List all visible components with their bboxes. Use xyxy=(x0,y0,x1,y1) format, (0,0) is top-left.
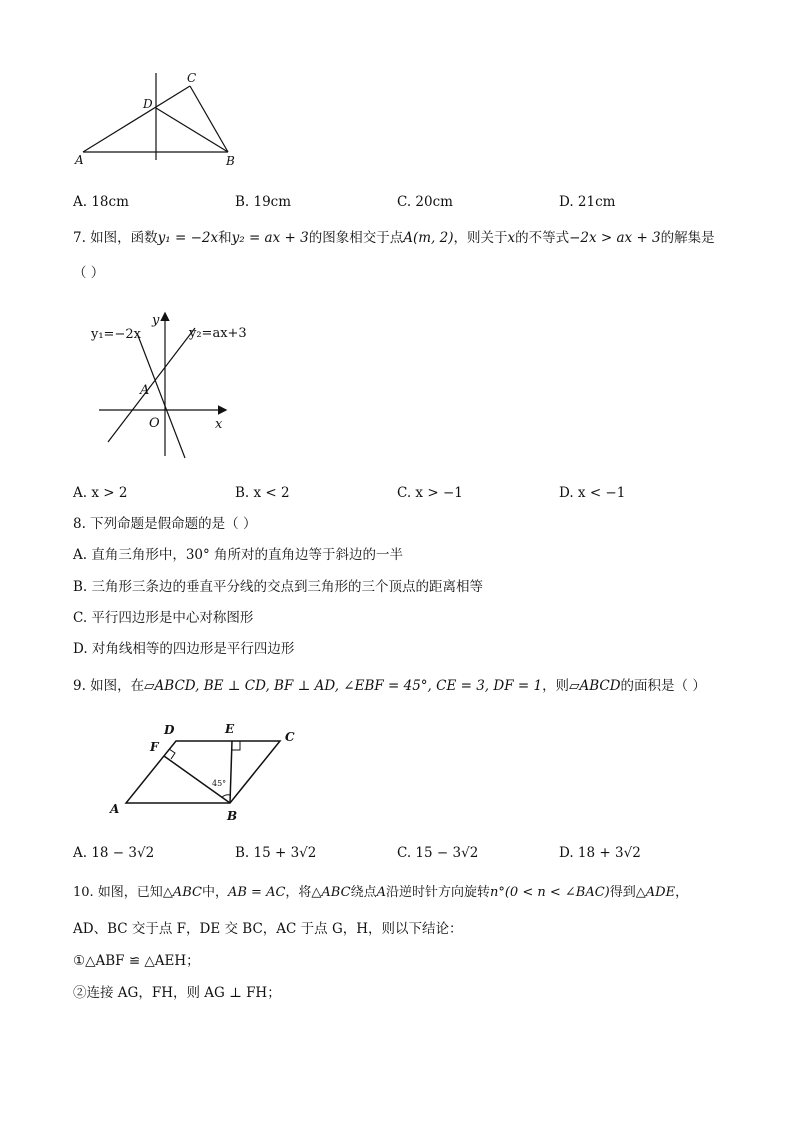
q7-function-2: y₂ = ax + 3 xyxy=(231,230,309,246)
q7-text: 7. 如图，函数 xyxy=(73,230,158,246)
q7-text: ，则关于 xyxy=(453,230,508,246)
q10-equation: AB = AC xyxy=(227,885,286,900)
q9-option-b[interactable]: B. 15 + 3√2 xyxy=(235,845,317,861)
q10-triangle: △ABC xyxy=(162,885,202,900)
q9-parallelogram: ▱ABCD xyxy=(569,678,621,694)
right-angle-e xyxy=(232,741,240,750)
q10-text: ， xyxy=(675,885,689,900)
q10-triangle: △ABC xyxy=(311,885,351,900)
q7-text: 的解集是 xyxy=(660,230,715,246)
q9-text: ，则 xyxy=(542,678,570,694)
q10-text: ，将 xyxy=(285,885,312,900)
label-a: A xyxy=(110,802,120,816)
q6-option-d[interactable]: D. 21cm xyxy=(559,194,616,210)
angle-mark xyxy=(222,795,230,797)
label-y: y xyxy=(152,313,160,328)
q7-inequality: −2x > ax + 3 xyxy=(569,230,661,246)
label-y1: y₁=−2x xyxy=(91,327,141,342)
q9-stem xyxy=(73,677,706,695)
q10-stem xyxy=(73,884,688,902)
q9-option-c[interactable]: C. 15 − 3√2 xyxy=(397,845,479,861)
q7-option-b[interactable]: B. x < 2 xyxy=(235,485,290,501)
q7-text: 和 xyxy=(218,230,232,246)
q10-line2: AD、BC 交于点 F，DE 交 BC，AC 于点 G，H，则以下结论： xyxy=(73,921,463,937)
q10-text: 沿逆时针方向旋转 xyxy=(385,885,490,900)
q10-triangle: △ADE xyxy=(635,885,676,900)
segment-cb xyxy=(190,86,228,152)
q6-option-a[interactable]: A. 18cm xyxy=(73,194,129,210)
q10-text: 10. 如图，已知 xyxy=(73,885,163,900)
q7-point: A(m, 2) xyxy=(403,230,454,246)
label-x: x xyxy=(215,417,223,432)
label-d: D xyxy=(164,723,175,737)
q10-point: A xyxy=(376,885,386,900)
label-b: B xyxy=(227,809,238,823)
right-angle-f xyxy=(169,749,175,759)
q7-variable: x xyxy=(507,230,516,246)
q9-text: 9. 如图，在 xyxy=(73,678,145,694)
q10-text: 中， xyxy=(201,885,228,900)
q9-option-d[interactable]: D. 18 + 3√2 xyxy=(559,845,641,861)
label-b: B xyxy=(226,154,235,168)
q7-answer-bracket: （ ） xyxy=(73,265,105,281)
q6-option-b[interactable]: B. 19cm xyxy=(235,194,292,210)
q6-figure xyxy=(70,68,250,173)
q8-option-a[interactable]: A. 直角三角形中，30° 角所对的直角边等于斜边的一半 xyxy=(73,547,404,563)
q7-option-d[interactable]: D. x < −1 xyxy=(559,485,626,501)
q9-text: 的面积是（ ） xyxy=(620,678,706,694)
q7-stem xyxy=(73,229,715,247)
q9-option-a[interactable]: A. 18 − 3√2 xyxy=(73,845,155,861)
q7-function-1: y₁ = −2x xyxy=(157,230,219,246)
label-c: C xyxy=(187,71,197,85)
segment-be xyxy=(230,741,232,803)
q10-text: 得到 xyxy=(609,885,636,900)
q9-conditions: ▱ABCD, BE ⊥ CD, BF ⊥ AD, ∠EBF = 45°, CE = 3, DF = 1 xyxy=(144,678,543,694)
q7-option-a[interactable]: A. x > 2 xyxy=(73,485,128,501)
label-d: D xyxy=(143,97,153,111)
label-e: E xyxy=(225,722,235,736)
q10-rotation: n°(0 < n < ∠BAC) xyxy=(489,885,610,900)
q7-text: 的图象相交于点 xyxy=(308,230,404,246)
q8-option-c[interactable]: C. 平行四边形是中心对称图形 xyxy=(73,610,254,626)
label-a: A xyxy=(140,383,150,398)
q7-text: 的不等式 xyxy=(515,230,570,246)
q8-option-b[interactable]: B. 三角形三条边的垂直平分线的交点到三角形的三个顶点的距离相等 xyxy=(73,579,484,595)
label-y2: y₂=ax+3 xyxy=(189,326,247,341)
q8-stem: 8. 下列命题是假命题的是（ ） xyxy=(73,516,257,532)
q10-conclusion-1: ①△ABF ≌ △AEH； xyxy=(73,953,200,969)
label-angle-45: 45° xyxy=(212,779,227,788)
q10-text: 绕点 xyxy=(350,885,377,900)
q7-option-c[interactable]: C. x > −1 xyxy=(397,485,463,501)
segment-db xyxy=(156,108,228,152)
q9-figure xyxy=(105,718,305,828)
label-f: F xyxy=(150,740,159,754)
label-origin: O xyxy=(149,416,160,431)
label-a: A xyxy=(75,153,84,167)
q7-figure xyxy=(85,308,265,468)
label-c: C xyxy=(285,730,295,744)
q8-option-d[interactable]: D. 对角线相等的四边形是平行四边形 xyxy=(73,641,295,657)
q6-option-c[interactable]: C. 20cm xyxy=(397,194,453,210)
q10-conclusion-2: ②连接 AG，FH，则 AG ⊥ FH； xyxy=(73,985,281,1001)
